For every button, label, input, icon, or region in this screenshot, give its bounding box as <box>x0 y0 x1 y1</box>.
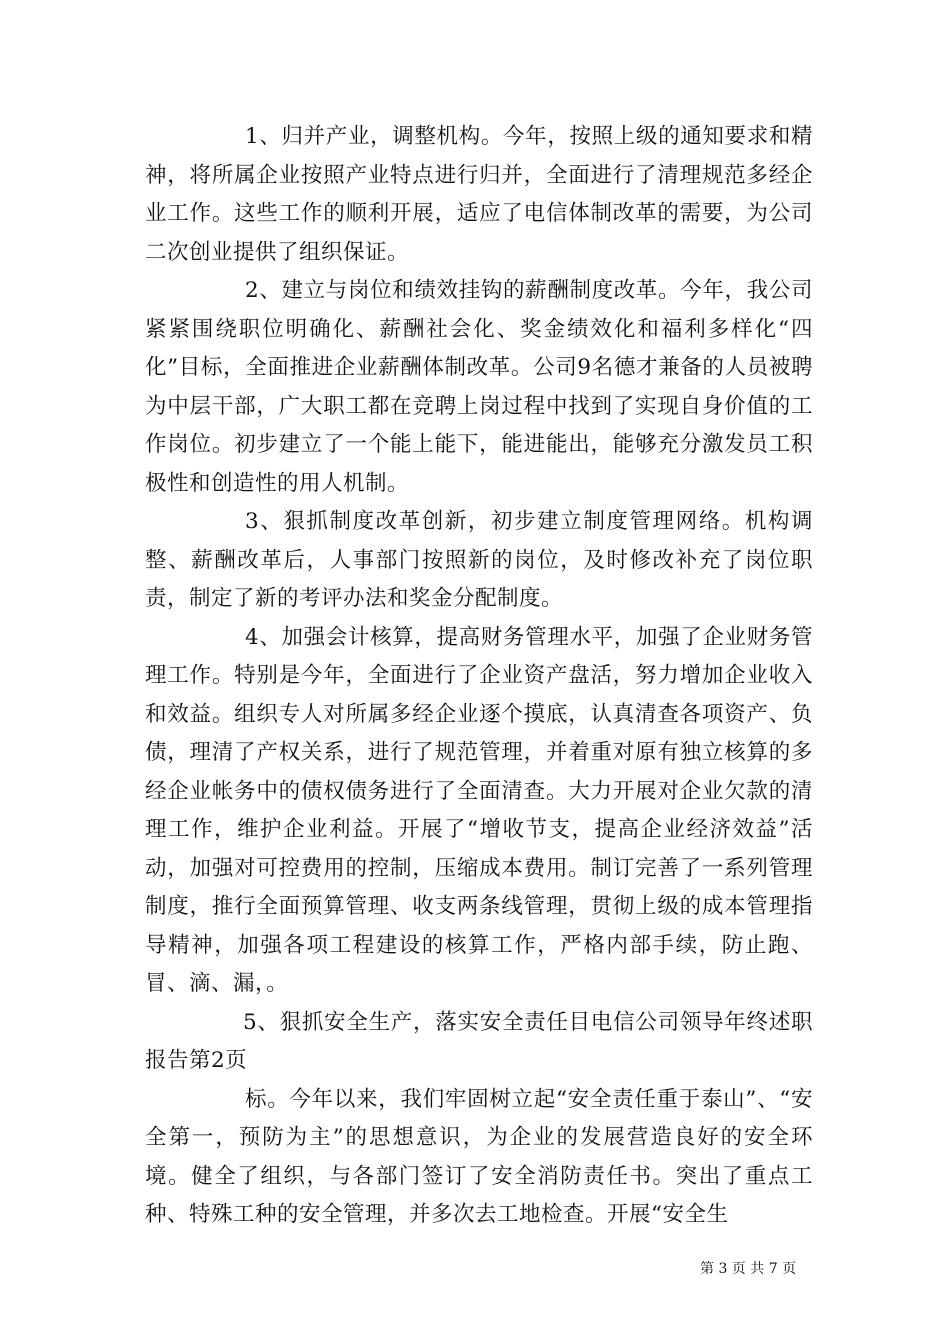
paragraph-4: 4、加强会计核算，提高财务管理水平，加强了企业财务管理工作。特别是今年，全面进行了企业资产盘活，努力增加企业收入和效益。组织专人对所属多经企业逐个摸底，认真清查各项资产、负债，理清了产权关系，进行了规范管理，并着重对原有独立核算的多经企业帐务中的债权债务进行了全面清查。大力开展对企业欠款的清理工作，维护企业利益。开展了“增收节支，提高企业经济效益”活动，加强对可控费用的控制，压缩成本费用。制订完善了一系列管理制度，推行全面预算管理、收支两条线管理，贯彻上级的成本管理指导精神，加强各项工程建设的核算工作，严格内部手续，防止跑、冒、滴、漏，。 <box>145 624 813 996</box>
paragraph-6: 标。今年以来，我们牢固树立起“安全责任重于泰山”、“安全第一，预防为主”的思想意识，为企业的发展营造良好的安全环境。健全了组织，与各部门签订了安全消防责任书。突出了重点工种、特殊工种的安全管理，并多次去工地检查。开展“安全生 <box>145 1086 813 1227</box>
page-number: 第 3 页 共 7 页 <box>700 1261 797 1277</box>
paragraph-1: 1、归并产业，调整机构。今年，按照上级的通知要求和精神，将所属企业按照产业特点进行归并，全面进行了清理规范多经企业工作。这些工作的顺利开展，适应了电信体制改革的需要，为公司二次创业提供了组织保证。 <box>145 124 813 265</box>
paragraph-3: 3、狠抓制度改革创新，初步建立制度管理网络。机构调整、薪酬改革后，人事部门按照新的岗位，及时修改补充了岗位职责，制定了新的考评办法和奖金分配制度。 <box>145 509 813 611</box>
paragraph-2: 2、建立与岗位和绩效挂钩的薪酬制度改革。今年，我公司紧紧围绕职位明确化、薪酬社会化、奖金绩效化和福利多样化“四化”目标，全面推进企业薪酬体制改革。公司9名德才兼备的人员被聘为中层干部，广大职工都在竞聘上岗过程中找到了实现自身价值的工作岗位。初步建立了一个能上能下，能进能出，能够充分激发员工积极性和创造性的用人机制。 <box>145 278 813 496</box>
paragraph-5: 5、狠抓安全生产，落实安全责任目电信公司领导年终述职报告第2页 <box>145 1009 813 1073</box>
document-body <box>145 118 813 1235</box>
